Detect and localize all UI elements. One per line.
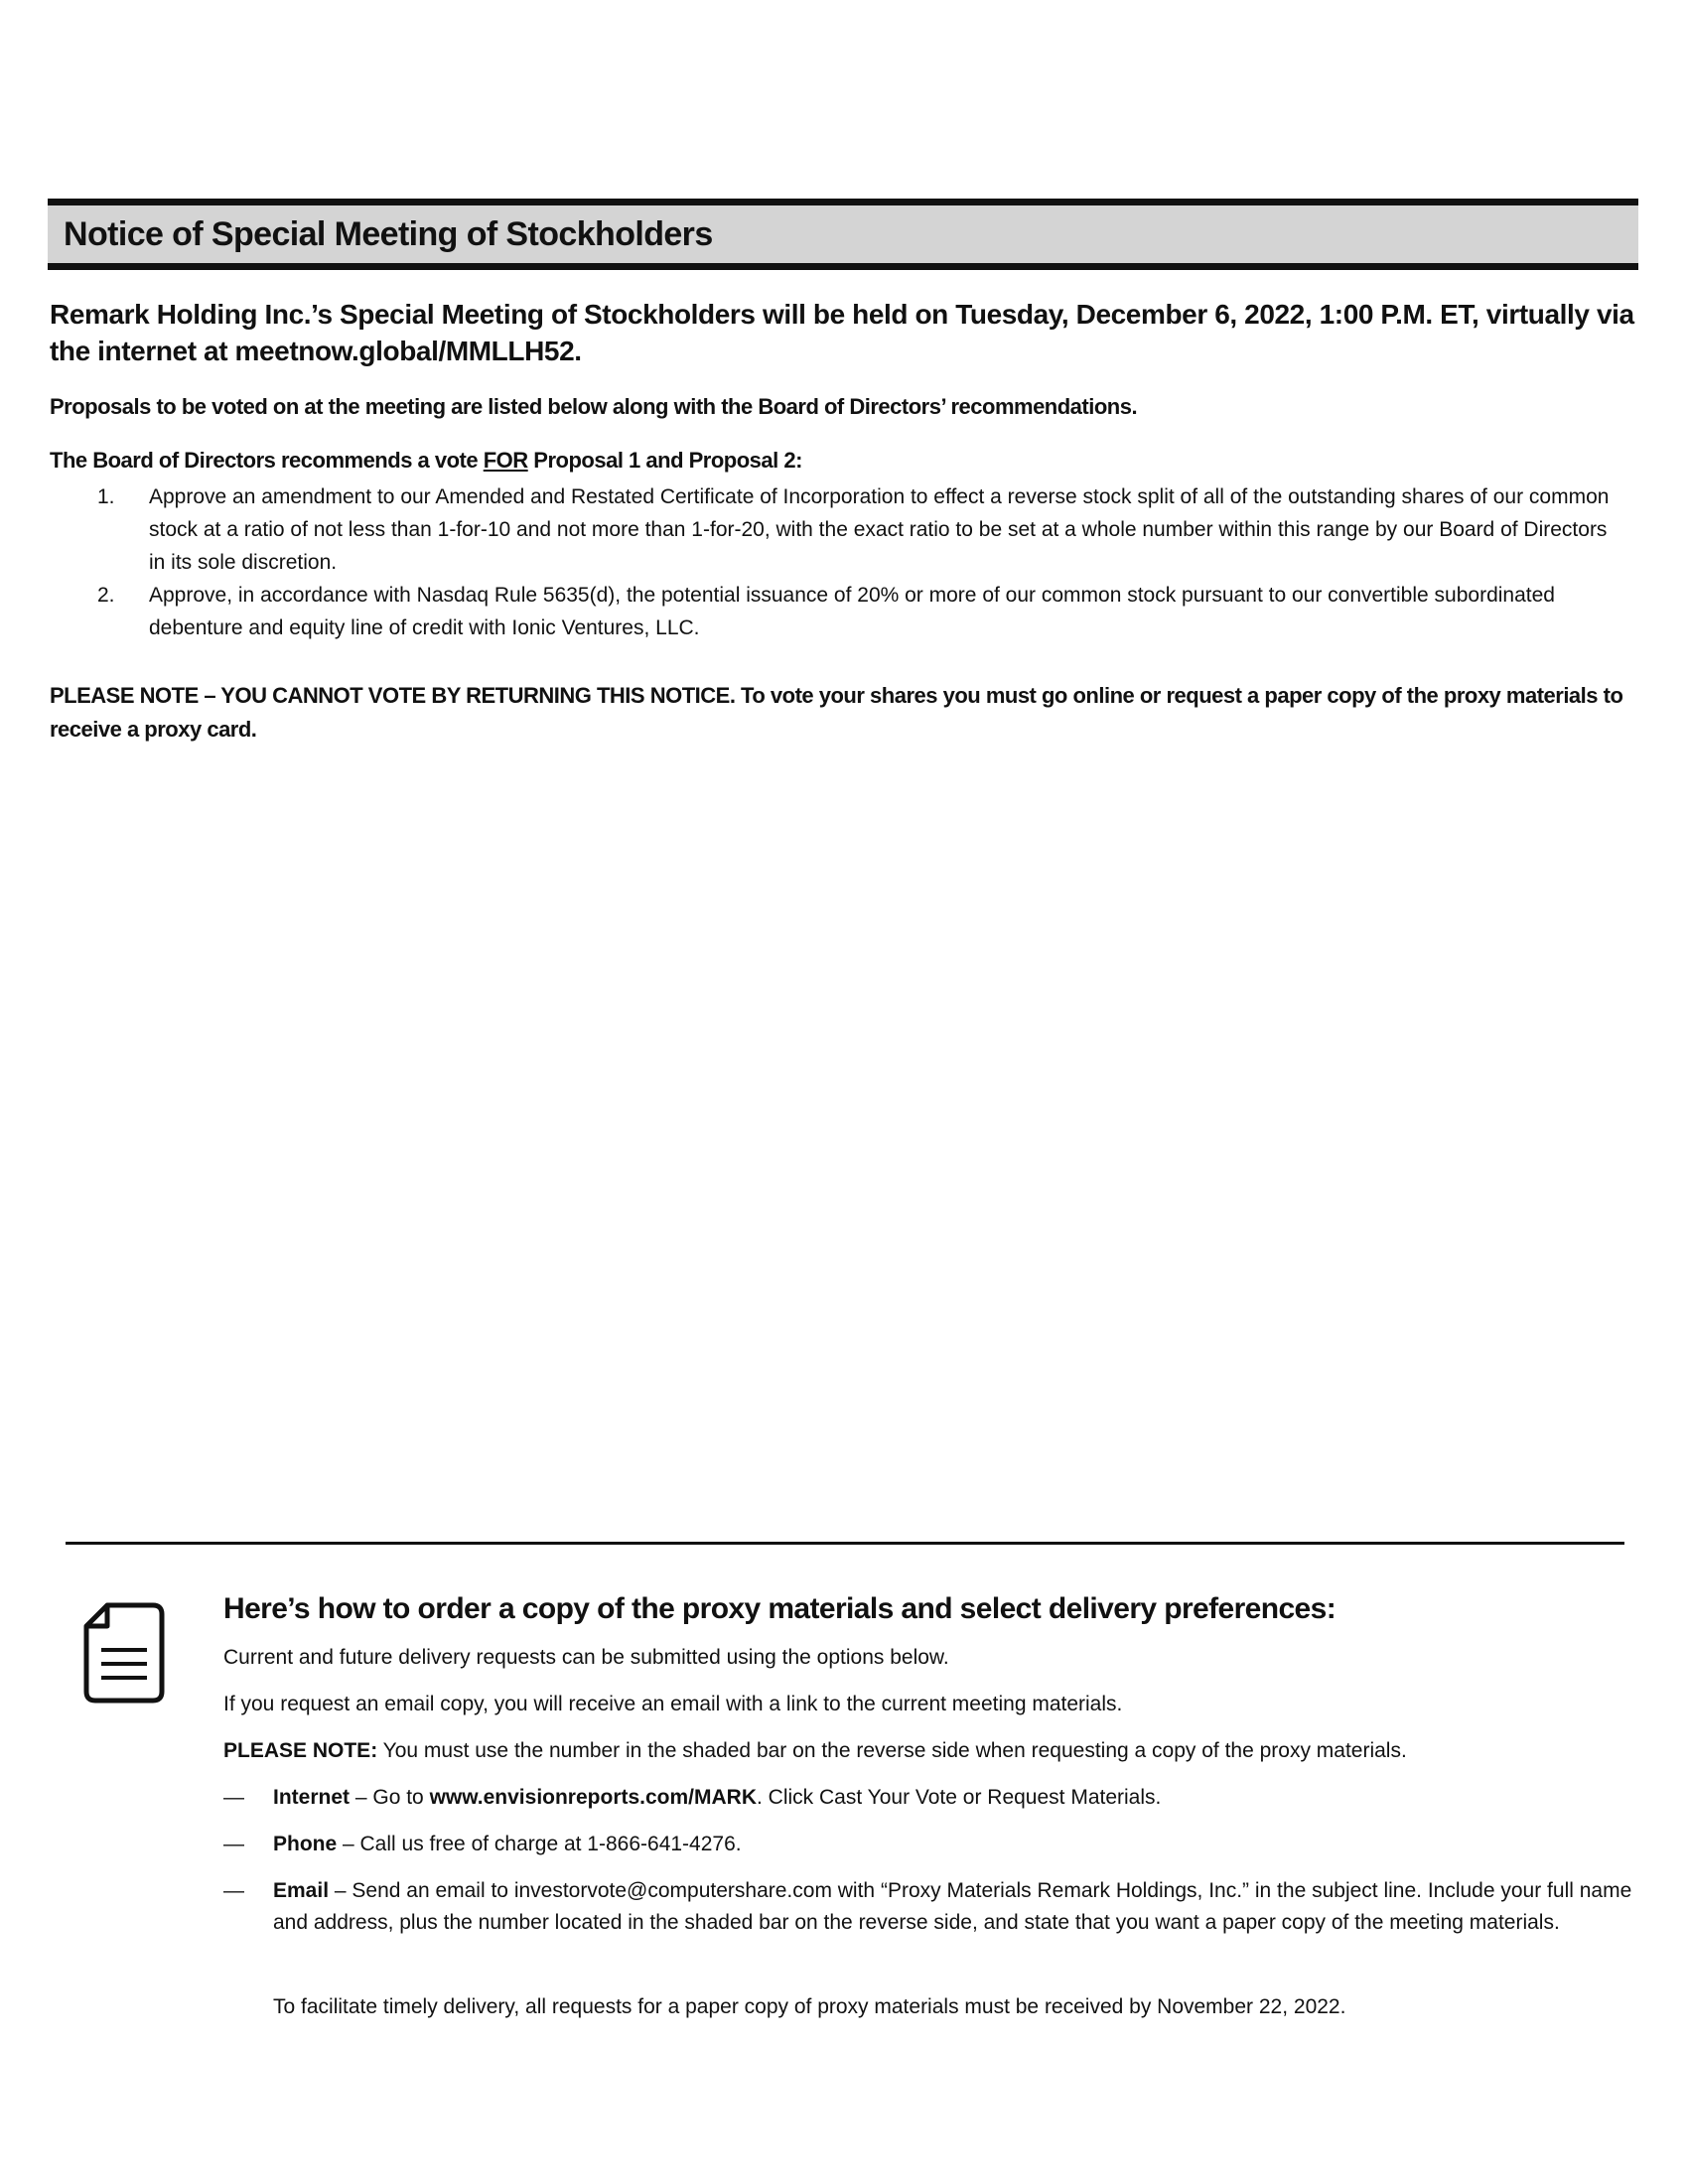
proposal-text: Approve, in accordance with Nasdaq Rule 5635(d), the potential issuance of 20% or more of our common stock pursuant to our convertible subordinated debenture and equity line of credit with Ionic Ventures, LLC. <box>149 584 1555 639</box>
note-text: You must use the number in the shaded bar on the reverse side when requesting a copy of the proxy materials. <box>377 1739 1407 1762</box>
board-recommendation <box>50 448 1638 474</box>
envision-reports-link[interactable]: www.envisionreports.com/MARK <box>429 1786 757 1809</box>
order-materials-title: Here’s how to order a copy of the proxy materials and select delivery preferences: <box>223 1592 1336 1625</box>
email-copy-text: If you request an email copy, you will receive an email with a link to the current meeting materials. <box>223 1693 1123 1715</box>
proposal-text: Approve an amendment to our Amended and Restated Certificate of Incorporation to effect a reverse stock split of all of the outstanding shares of our common stock at a ratio of not less than 1-for-10 and not more than 1-for-20, with the exact ratio to be set at a whole number within this range by our Board of Directors in its sole discretion. <box>149 485 1610 574</box>
option-text: – Go to <box>350 1786 430 1809</box>
recommendation-emphasis: FOR <box>483 448 528 473</box>
option-label: Email <box>273 1879 330 1902</box>
dash-bullet: — <box>223 1786 244 1809</box>
option-email <box>223 1875 1633 1939</box>
section-divider <box>66 1542 1624 1545</box>
option-text-after: . Click Cast Your Vote or Request Materials. <box>757 1786 1162 1809</box>
recommendation-suffix: Proposal 1 and Proposal 2: <box>527 448 802 473</box>
option-text: – Call us free of charge at 1-866-641-4276. <box>337 1833 742 1855</box>
meeting-announcement: Remark Holding Inc.’s Special Meeting of Stockholders will be held on Tuesday, December 6, 2022, 1:00 P.M. ET, virtually via the internet at meetnow.global/MMLLH52. <box>50 299 1634 366</box>
shaded-bar-note <box>223 1735 1633 1767</box>
delivery-requests-text: Current and future delivery requests can be submitted using the options below. <box>223 1646 949 1669</box>
page-title: Notice of Special Meeting of Stockholders <box>64 214 713 253</box>
recommendation-prefix: The Board of Directors recommends a vote <box>50 448 484 473</box>
vote-notice: PLEASE NOTE – YOU CANNOT VOTE BY RETURNING THIS NOTICE. To vote your shares you must go online or request a paper copy of the proxy materials to receive a proxy card. <box>50 683 1623 742</box>
option-label: Phone <box>273 1833 338 1855</box>
dash-bullet: — <box>223 1879 244 1902</box>
option-label: Internet <box>273 1786 351 1809</box>
proposals-intro: Proposals to be voted on at the meeting are listed below along with the Board of Directors’ recommendations. <box>50 394 1138 419</box>
option-text: – Send an email to investorvote@computershare.com with “Proxy Materials Remark Holdings, Inc.” in the subject line. Include your full name and address, plus the number located in the shaded bar on the reverse side, and state that you want a paper copy of the meeting materials. <box>273 1879 1632 1934</box>
proposal-item <box>97 480 1626 579</box>
proposal-number: 2. <box>97 584 115 607</box>
option-phone <box>223 1829 1633 1860</box>
dash-bullet: — <box>223 1833 244 1855</box>
option-internet <box>223 1782 1633 1814</box>
note-label: PLEASE NOTE: <box>223 1739 378 1762</box>
request-deadline: To facilitate timely delivery, all requests for a paper copy of proxy materials must be received by November 22, 2022. <box>273 1995 1346 2018</box>
proposal-item <box>97 579 1626 644</box>
proposal-number: 1. <box>97 485 115 508</box>
section-header-bar <box>48 199 1638 270</box>
document-icon <box>79 1598 169 1707</box>
